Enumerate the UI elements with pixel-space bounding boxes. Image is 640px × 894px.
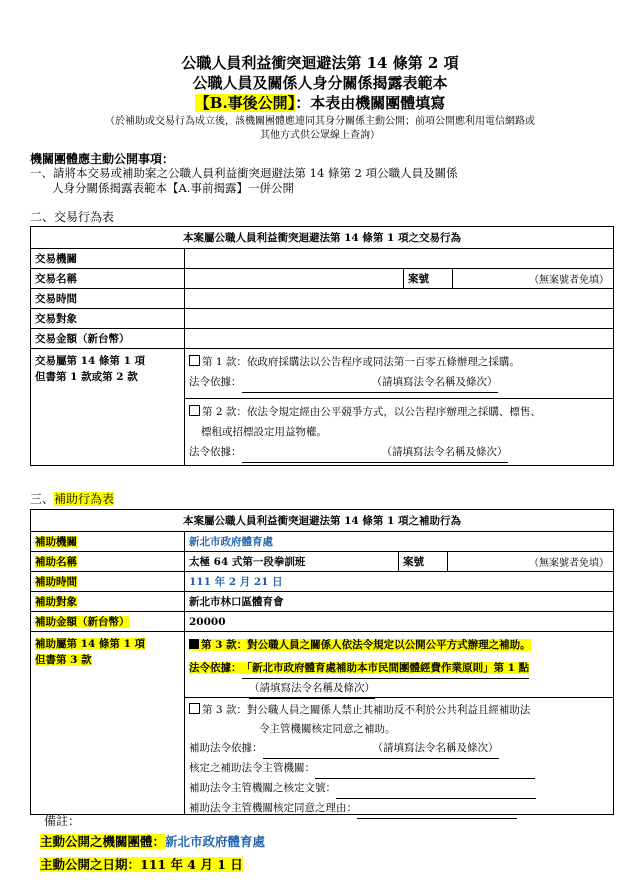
section3-heading-prefix: 三、 [30,492,55,506]
pub-org-row [40,832,265,850]
sub-opt3b-text-a: 第 3 款：對公職人員之關係人禁止其補助反不利於公共利益且經補助法 [202,704,531,716]
trans-opt1-text: 第 1 款：依政府採購法以公告程序或同法第一百零五條辦理之採購。 [202,356,520,368]
sub-opt3b[interactable] [189,701,609,720]
label-sub-time [31,572,185,592]
approve-reason-field[interactable] [357,799,517,819]
label-trans-case: 案號 [404,269,453,289]
label-sub-amount [31,612,185,632]
trans-opt2-text-a: 第 2 款：依法令規定經由公平競爭方式，以公告程序辦理之採購、標售、 [202,406,541,418]
transaction-table [30,226,614,466]
trans-opt1-law-field[interactable] [242,372,372,393]
trans-time-value[interactable] [185,289,614,309]
sub-opt3-law-label: 法令依據： [189,662,242,674]
trans-opt1-law-hint: （請填寫法令名稱及條次） [372,372,498,393]
section1-heading: 機關團體應主動公開事項： [30,152,175,166]
trans-opt1-block [185,349,613,399]
label-trans-amount: 交易金額（新台幣） [31,329,185,349]
sub-opt3-law-hl [189,662,529,674]
sub-opt3[interactable] [189,636,609,655]
sub-opt3b-text-b: 令主管機關核定同意之補助。 [259,723,396,735]
pub-date-value: 111 年 4 月 1 日 [140,857,243,872]
label-sub-case: 案號 [399,552,448,572]
label-sub-name-text: 補助名稱 [35,556,77,568]
pub-org-value: 新北市政府體育處 [165,834,266,849]
label-trans-time: 交易時間 [31,289,185,309]
label-sub-agency [31,532,185,552]
trans-exception-b: 但書第 1 款或第 2 款 [35,371,138,383]
transaction-table-title: 本案屬公職人員利益衝突迴避法第 14 條第 1 項之交易行為 [31,227,614,249]
pub-date-row [40,855,243,873]
trans-agency-value[interactable] [185,249,614,269]
sub-opt3b-block [185,698,613,814]
checkbox-icon[interactable] [189,405,200,416]
subsidy-table-title: 本案屬公職人員利益衝突迴避法第 14 條第 1 項之補助行為 [31,510,614,532]
label-sub-target-text: 補助對象 [35,596,77,608]
trans-exception-options [185,349,614,466]
sub-opt3-text: 第 3 款：對公職人員之關係人依法令規定以公開公平方式辦理之補助。 [201,639,531,651]
trans-opt2-law-hint: （請填寫法令名稱及條次） [382,442,508,463]
subsidy-table [30,509,614,815]
approve-org-field[interactable] [315,759,535,779]
sub-exception-b [35,652,180,668]
approve-org-row [189,759,609,779]
sub-opt3-law-value[interactable]: 「新北市政府體育處補助本市民間團體經費作業原則」第 1 點 [242,659,530,679]
checked-checkbox-icon[interactable] [189,639,199,649]
sub-law-label: 補助法令依據： [189,742,263,754]
trans-opt2-law-field[interactable] [242,442,382,463]
doc-title-line3 [0,92,640,113]
label-trans-agency: 交易機關 [31,249,185,269]
label-sub-exception [31,632,185,815]
header-note-2: 其他方式供公眾線上查詢） [260,130,380,141]
header-note-1: （於補助或交易行為成立後，該機關團體應連同其身分關係主動公開；前項公開應利用電信網路或 [105,116,535,127]
label-sub-amount-text: 補助金額（新台幣） [35,616,130,628]
doc-title-line1: 公職人員利益衝突迴避法第 14 條第 2 項 [181,54,459,72]
sub-opt3-law [189,659,609,679]
section3-heading [30,490,114,507]
trans-target-value[interactable] [185,309,614,329]
checkbox-icon[interactable] [189,703,200,714]
sub-name-value[interactable]: 太極 64 式第一段拳訓班 [185,552,399,572]
sub-time-value[interactable]: 111 年 2 月 21 日 [185,572,614,592]
approve-org-label: 核定之補助法令主管機關： [189,762,315,774]
trans-amount-value[interactable] [185,329,614,349]
pub-org-label: 主動公開之機關團體： [40,834,166,849]
trans-opt1[interactable] [189,352,609,372]
sub-exception-a-text: 補助屬第 14 條第 1 項 [35,638,146,650]
trans-opt2[interactable] [189,402,609,422]
public-tag: 【B.事後公開】 [194,94,296,112]
label-trans-target: 交易對象 [31,309,185,329]
approve-doc-label: 補助法令主管機關之核定文號： [189,782,336,794]
sub-law-row [189,739,609,759]
sub-opt3-law-hint: （請填寫法令名稱及條次） [249,679,375,699]
trans-opt2-text-b: 標租或招標設定用益物權。 [201,426,327,438]
doc-title-line2: 公職人員及關係人身分關係揭露表範本 [192,74,448,92]
section1-item1-a: 一、請將本交易或補助案之公職人員利益衝突迴避法第 14 條第 2 項公職人員及關係 [30,166,458,180]
section2-heading: 二、交易行為表 [30,210,115,224]
trans-name-value[interactable] [185,269,404,289]
approve-reason-label: 補助法令主管機關核定同意之理由： [189,802,357,814]
pub-date-label: 主動公開之日期： [40,857,141,872]
label-sub-agency-text: 補助機關 [35,536,77,548]
approve-reason-row [189,799,609,819]
sub-target-value[interactable]: 新北市林口區體育會 [185,592,614,612]
approve-doc-row [189,779,609,799]
section3-heading-hl: 補助行為表 [54,492,115,506]
label-trans-name: 交易名稱 [31,269,185,289]
sub-exception-b-text: 但書第 3 款 [35,654,92,666]
label-trans-exception [31,349,185,466]
sub-law-hint: （請填寫法令名稱及條次） [373,739,499,759]
title3-rest: ：本表由機關團體填寫 [295,94,446,112]
sub-law-field[interactable] [263,739,373,759]
sub-exception-a [35,636,180,652]
checkbox-icon[interactable] [189,355,200,366]
approve-doc-field[interactable] [336,779,536,799]
pub-date-hl [40,857,243,872]
remark-label: 備註： [44,814,81,828]
sub-agency-value[interactable]: 新北市政府體育處 [185,532,614,552]
trans-opt1-law-label: 法令依據： [189,376,242,388]
sub-opt3-block [185,632,613,698]
sub-opt3-law-hint-row [189,679,609,699]
trans-opt2-law-label: 法令依據： [189,446,242,458]
sub-exception-options [185,632,614,815]
label-sub-target [31,592,185,612]
sub-amount-value[interactable]: 20000 [185,612,614,632]
label-sub-name [31,552,185,572]
sub-case-note[interactable]: （無案號者免填） [448,552,614,572]
trans-exception-a: 交易屬第 14 條第 1 項 [35,355,146,367]
trans-case-note[interactable]: （無案號者免填） [453,269,614,289]
label-sub-time-text: 補助時間 [35,576,77,588]
trans-opt2-block [185,399,613,465]
section1-item1-b: 人身分關係揭露表範本【A.事前揭露】一併公開 [52,181,294,195]
trans-opt2-law [189,442,609,463]
trans-opt1-law [189,372,609,393]
